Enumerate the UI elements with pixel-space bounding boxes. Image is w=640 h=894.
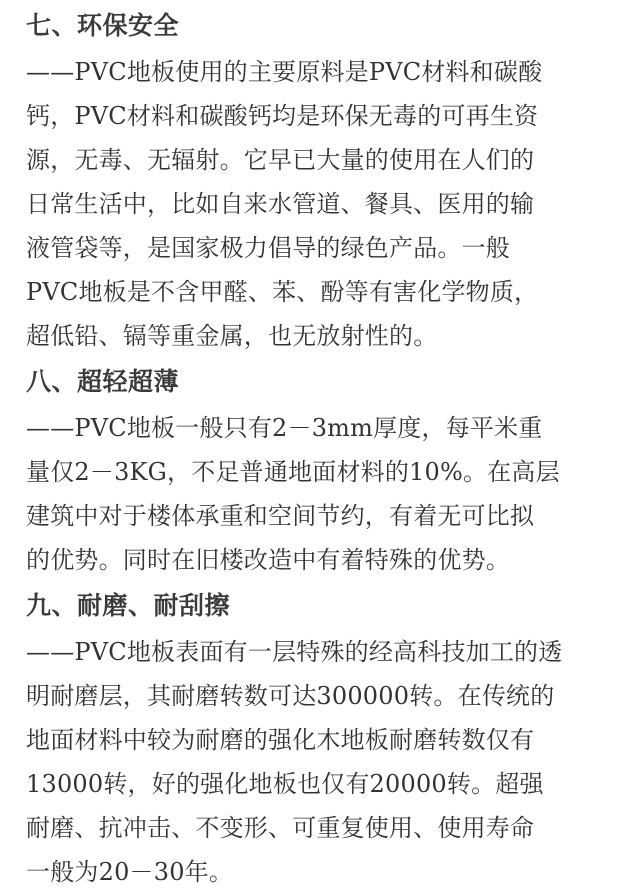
section-wear-scratch-resistant (26, 584, 618, 894)
body-line: 耐磨、抗冲击、不变形、可重复使用、使用寿命 (26, 814, 535, 842)
section-heading: 七、环保安全 (26, 11, 180, 40)
body-line: 明耐磨层，其耐磨转数可达300000转。在传统的 (26, 682, 555, 710)
body-line: 的优势。同时在旧楼改造中有着特殊的优势。 (26, 546, 510, 574)
section-ultra-light-thin (26, 360, 618, 582)
body-line: 建筑中对于楼体承重和空间节约，有着无可比拟 (26, 502, 535, 530)
body-line: 液管袋等，是国家极力倡导的绿色产品。一般 (26, 234, 510, 262)
section-body (26, 630, 618, 894)
body-line: PVC地板是不含甲醛、苯、酚等有害化学物质， (26, 278, 539, 306)
section-environmental-safety (26, 4, 618, 358)
body-line: 源，无毒、无辐射。它早已大量的使用在人们的 (26, 146, 535, 174)
body-line: 超低铅、镉等重金属，也无放射性的。 (26, 322, 438, 350)
section-body (26, 50, 618, 358)
body-line: 钙，PVC材料和碳酸钙均是环保无毒的可再生资 (26, 102, 539, 130)
body-line: ——PVC地板使用的主要原料是PVC材料和碳酸 (26, 58, 543, 86)
body-line: 13000转，好的强化地板也仅有20000转。超强 (26, 770, 544, 798)
section-heading: 九、耐磨、耐刮擦 (26, 591, 231, 620)
body-line: 地面材料中较为耐磨的强化木地板耐磨转数仅有 (26, 726, 535, 754)
body-line: 量仅2－3KG，不足普通地面材料的10%。在高层 (26, 458, 560, 486)
section-body (26, 406, 618, 582)
body-line: 一般为20－30年。 (26, 858, 234, 886)
body-line: ——PVC地板一般只有2－3mm厚度，每平米重 (26, 414, 543, 442)
section-heading: 八、超轻超薄 (26, 367, 180, 396)
body-line: ——PVC地板表面有一层特殊的经高科技加工的透 (26, 638, 563, 666)
body-line: 日常生活中，比如自来水管道、餐具、医用的输 (26, 190, 535, 218)
